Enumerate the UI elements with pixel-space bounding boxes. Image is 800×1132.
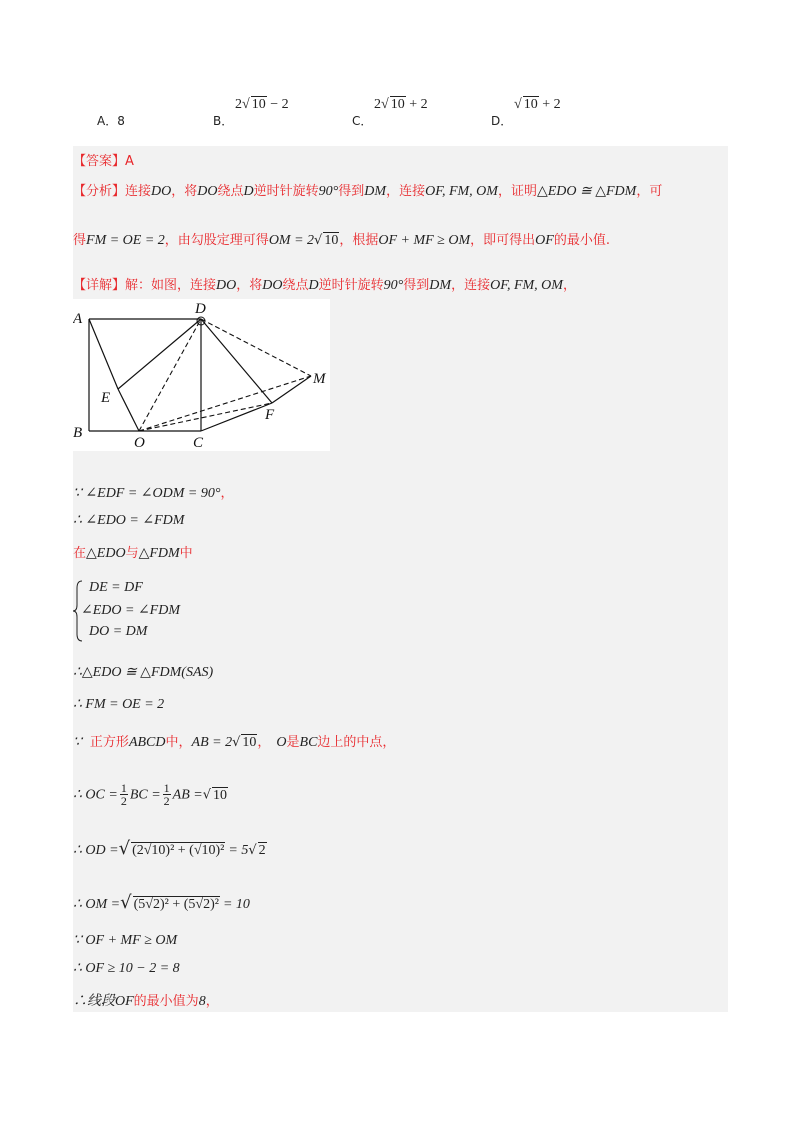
segment-df bbox=[201, 319, 272, 403]
equation-system bbox=[73, 580, 223, 642]
step-9: ∴ OM =√ (5√2)² + (5√2)² = 10 bbox=[73, 892, 250, 913]
segment-de bbox=[118, 319, 201, 389]
option-c-expr: 2√ 10 + 2 bbox=[374, 97, 428, 112]
segment-fm bbox=[272, 376, 311, 403]
answer-options bbox=[0, 96, 800, 130]
label-a: A bbox=[73, 311, 83, 327]
segment-ae bbox=[89, 319, 118, 389]
segment-om bbox=[139, 376, 311, 431]
step-12: ∴线段OF的最小值为8， bbox=[73, 994, 219, 1009]
option-a-text: A．8 bbox=[97, 114, 125, 128]
step-10: ∵ OF + MF ≥ OM bbox=[73, 933, 178, 948]
answer-value: A bbox=[125, 154, 134, 169]
label-d: D bbox=[195, 301, 206, 317]
detail-label: 【详解】 bbox=[73, 278, 126, 293]
step-1: ∵ ∠EDF = ∠ODM = 90°， bbox=[73, 486, 234, 501]
option-c-letter: C． bbox=[352, 114, 373, 128]
option-b-expr: 2√ 10 − 2 bbox=[235, 97, 289, 112]
analysis-line-2: 得FM = OE = 2，由勾股定理可得OM = 2√ 10，根据OF + MF ≥ OM，即可得出OF的最小值. bbox=[73, 233, 610, 248]
segment-dm bbox=[201, 319, 311, 376]
label-b: B bbox=[73, 425, 83, 441]
label-e: E bbox=[101, 390, 111, 406]
step-2: ∴ ∠EDO = ∠FDM bbox=[73, 513, 185, 528]
detail-line: 【详解】解：如图，连接DO，将DO绕点D逆时针旋转90°得到DM，连接OF, FM, OM， bbox=[73, 278, 576, 293]
answer-label: 【答案】 bbox=[73, 154, 126, 169]
segment-of bbox=[139, 403, 272, 431]
option-b-letter: B． bbox=[213, 114, 234, 128]
step-6: ∵ 正方形ABCD中，AB = 2√ 10， O是BC边上的中点， bbox=[73, 735, 396, 750]
label-m: M bbox=[313, 371, 326, 387]
label-o: O bbox=[134, 435, 145, 451]
answer-line bbox=[73, 150, 134, 169]
step-3: 在△EDO与△FDM中 bbox=[73, 546, 193, 561]
step-8: ∴ OD =√ (2√10)² + (√10)² = 5√ 2 bbox=[73, 838, 266, 859]
geometry-figure bbox=[73, 299, 330, 451]
system-row-2: ∠EDO = ∠FDM bbox=[81, 603, 181, 618]
label-c: C bbox=[193, 435, 204, 451]
label-f: F bbox=[265, 407, 275, 423]
step-11: ∴ OF ≥ 10 − 2 = 8 bbox=[73, 961, 180, 976]
analysis-label: 【分析】 bbox=[73, 184, 126, 199]
step-4: ∴△EDO ≅ △FDM(SAS) bbox=[73, 665, 214, 680]
segment-od bbox=[139, 319, 201, 431]
analysis-line-1: 【分析】连接DO，将DO绕点D逆时针旋转90°得到DM，连接OF, FM, OM，证明△EDO ≅ △FDM，可 bbox=[73, 184, 663, 199]
step-5: ∴ FM = OE = 2 bbox=[73, 697, 165, 712]
segment-eo bbox=[118, 389, 139, 431]
geometry-diagram bbox=[73, 299, 330, 451]
system-row-3: DO = DM bbox=[89, 624, 148, 639]
option-d-expr: √ 10 + 2 bbox=[514, 97, 561, 112]
system-row-1: DE = DF bbox=[89, 580, 143, 595]
step-7: ∴ OC = $\frac{1}{2}$ BC = $\frac{1}{2}$ AB =√ 10 bbox=[73, 781, 228, 808]
option-d-letter: D． bbox=[491, 114, 513, 128]
